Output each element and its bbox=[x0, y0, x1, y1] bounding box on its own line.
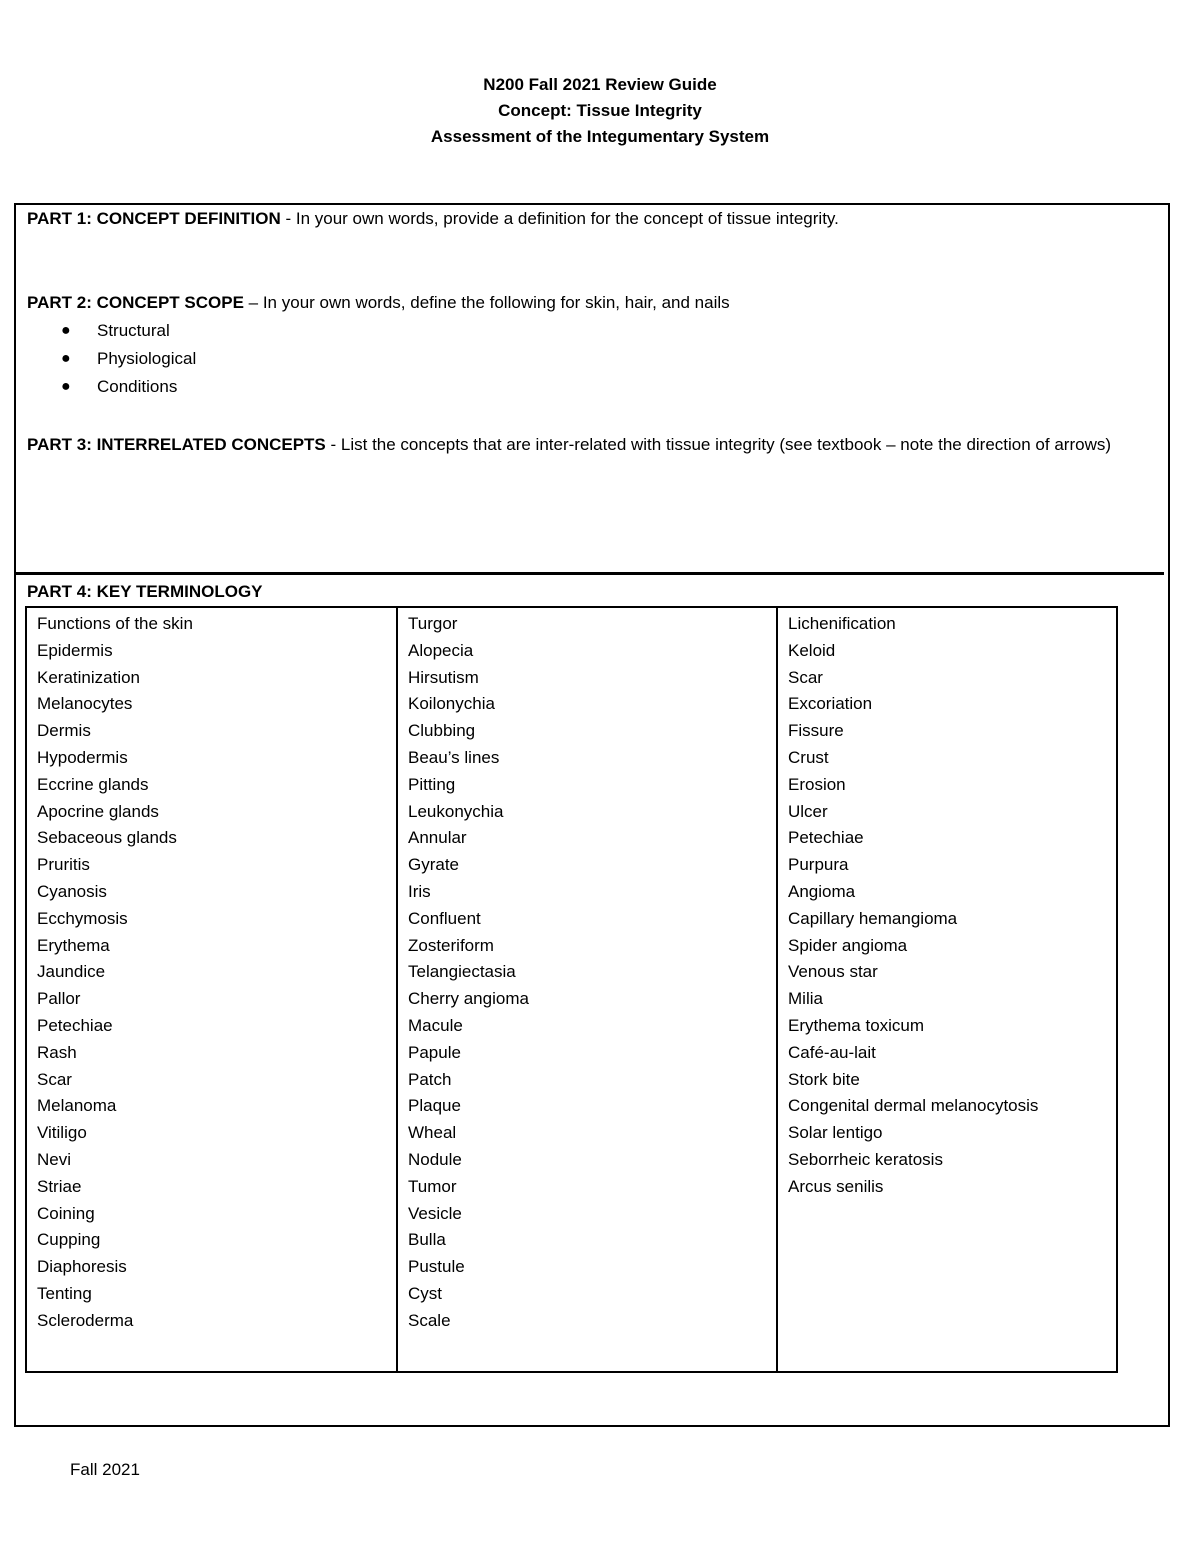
term-item: Purpura bbox=[788, 855, 849, 875]
term-item: Milia bbox=[788, 989, 823, 1009]
term-item: Leukonychia bbox=[408, 801, 504, 821]
term-item: Rash bbox=[37, 1042, 77, 1062]
term-item: Erythema bbox=[37, 935, 110, 955]
term-item: Crust bbox=[788, 747, 829, 767]
term-item: Solar lentigo bbox=[788, 1123, 883, 1143]
term-item: Epidermis bbox=[37, 640, 113, 660]
terminology-column-1 bbox=[27, 608, 396, 1371]
page-footer: Fall 2021 bbox=[70, 1460, 140, 1479]
part3-instructions: - List the concepts that are inter-related with tissue integrity (see textbook – note the direction of arrows) bbox=[325, 435, 1112, 454]
term-item: Gyrate bbox=[408, 855, 460, 875]
term-item: Erythema toxicum bbox=[788, 1015, 925, 1035]
term-item: Spider angioma bbox=[788, 935, 908, 955]
term-item: Scale bbox=[408, 1310, 451, 1330]
terminology-column-2 bbox=[396, 608, 776, 1371]
scope-item: ● Structural bbox=[27, 317, 1157, 345]
term-item: Vitiligo bbox=[37, 1123, 87, 1143]
term-item: Ecchymosis bbox=[37, 908, 128, 928]
term-item: Cyanosis bbox=[37, 881, 107, 901]
scope-list bbox=[27, 317, 1157, 401]
term-item: Hirsutism bbox=[408, 667, 479, 687]
term-item: Tumor bbox=[408, 1176, 457, 1196]
terminology-column-3 bbox=[776, 608, 1116, 1371]
term-item: Koilonychia bbox=[408, 694, 495, 714]
term-item: Erosion bbox=[788, 774, 846, 794]
term-item: Bulla bbox=[408, 1230, 446, 1250]
term-item: Beau’s lines bbox=[408, 747, 500, 767]
section-divider bbox=[14, 572, 1164, 575]
document-header bbox=[0, 72, 1200, 150]
term-item: Scleroderma bbox=[37, 1310, 134, 1330]
term-item: Annular bbox=[408, 828, 467, 848]
term-item: Coining bbox=[37, 1203, 95, 1223]
term-item: Striae bbox=[37, 1176, 82, 1196]
part2-title: PART 2: CONCEPT SCOPE bbox=[27, 293, 244, 312]
term-item: Capillary hemangioma bbox=[788, 908, 958, 928]
term-item: Pallor bbox=[37, 989, 81, 1009]
header-concept: Concept: Tissue Integrity bbox=[498, 101, 702, 120]
term-item: Tenting bbox=[37, 1283, 92, 1303]
term-item: Stork bite bbox=[788, 1069, 860, 1089]
term-item: Cherry angioma bbox=[408, 989, 529, 1009]
term-item: Functions of the skin bbox=[37, 614, 193, 633]
term-item: Confluent bbox=[408, 908, 481, 928]
term-item: Macule bbox=[408, 1015, 463, 1035]
term-item: Café-au-lait bbox=[788, 1042, 876, 1062]
bullet-icon: ● bbox=[61, 378, 71, 395]
part1-section bbox=[27, 205, 1157, 233]
header-assessment: Assessment of the Integumentary System bbox=[430, 127, 770, 146]
term-item: Clubbing bbox=[408, 721, 476, 741]
term-item: Scar bbox=[788, 667, 823, 687]
term-item: Jaundice bbox=[37, 962, 106, 982]
term-item: Petechiae bbox=[788, 828, 864, 848]
term-item: Petechiae bbox=[37, 1015, 113, 1035]
term-item: Alopecia bbox=[408, 640, 474, 660]
term-item: Eccrine glands bbox=[37, 774, 149, 794]
part1-instructions: - In your own words, provide a definition for the concept of tissue integrity. bbox=[280, 209, 839, 228]
term-item: Vesicle bbox=[408, 1203, 462, 1223]
term-item: Iris bbox=[408, 881, 431, 901]
scope-item: ● Conditions bbox=[27, 373, 1157, 401]
term-item: Apocrine glands bbox=[37, 801, 159, 821]
term-item: Melanoma bbox=[37, 1096, 117, 1116]
term-item: Diaphoresis bbox=[37, 1257, 127, 1277]
part4-title: PART 4: KEY TERMINOLOGY bbox=[27, 582, 263, 601]
term-item: Lichenification bbox=[788, 614, 896, 633]
term-item: Seborrheic keratosis bbox=[788, 1149, 943, 1169]
part2-instructions: – In your own words, define the following for skin, hair, and nails bbox=[243, 293, 730, 312]
header-course-title: N200 Fall 2021 Review Guide bbox=[483, 75, 717, 94]
term-item: Turgor bbox=[408, 614, 458, 633]
term-item: Sebaceous glands bbox=[37, 828, 177, 848]
term-item: Pitting bbox=[408, 774, 456, 794]
part3-section bbox=[27, 431, 1167, 459]
term-item: Keratinization bbox=[37, 667, 141, 687]
term-item: Excoriation bbox=[788, 694, 873, 714]
term-item: Telangiectasia bbox=[408, 962, 516, 982]
term-item: Cyst bbox=[408, 1283, 442, 1303]
term-item: Nevi bbox=[37, 1149, 72, 1169]
term-item: Venous star bbox=[788, 962, 878, 982]
scope-item: ● Physiological bbox=[27, 345, 1157, 373]
part2-section bbox=[27, 289, 1157, 401]
term-item: Pruritis bbox=[37, 855, 90, 875]
term-item: Melanocytes bbox=[37, 694, 133, 714]
term-item: Patch bbox=[408, 1069, 452, 1089]
term-item: Dermis bbox=[37, 721, 91, 741]
term-item: Congenital dermal melanocytosis bbox=[788, 1096, 1039, 1116]
part1-title: PART 1: CONCEPT DEFINITION bbox=[27, 209, 281, 228]
term-item: Angioma bbox=[788, 881, 856, 901]
term-item: Papule bbox=[408, 1042, 461, 1062]
bullet-icon: ● bbox=[61, 322, 71, 339]
term-item: Fissure bbox=[788, 721, 844, 741]
part3-title: PART 3: INTERRELATED CONCEPTS bbox=[27, 435, 326, 454]
term-item: Pustule bbox=[408, 1257, 465, 1277]
term-item: Wheal bbox=[408, 1123, 457, 1143]
term-item: Hypodermis bbox=[37, 747, 128, 767]
term-item: Cupping bbox=[37, 1230, 101, 1250]
key-terminology-table bbox=[25, 606, 1118, 1373]
term-item: Scar bbox=[37, 1069, 72, 1089]
term-item: Arcus senilis bbox=[788, 1176, 884, 1196]
bullet-icon: ● bbox=[61, 350, 71, 367]
term-item: Nodule bbox=[408, 1149, 462, 1169]
term-item: Plaque bbox=[408, 1096, 461, 1116]
term-item: Keloid bbox=[788, 640, 836, 660]
term-item: Ulcer bbox=[788, 801, 828, 821]
term-item: Zosteriform bbox=[408, 935, 494, 955]
